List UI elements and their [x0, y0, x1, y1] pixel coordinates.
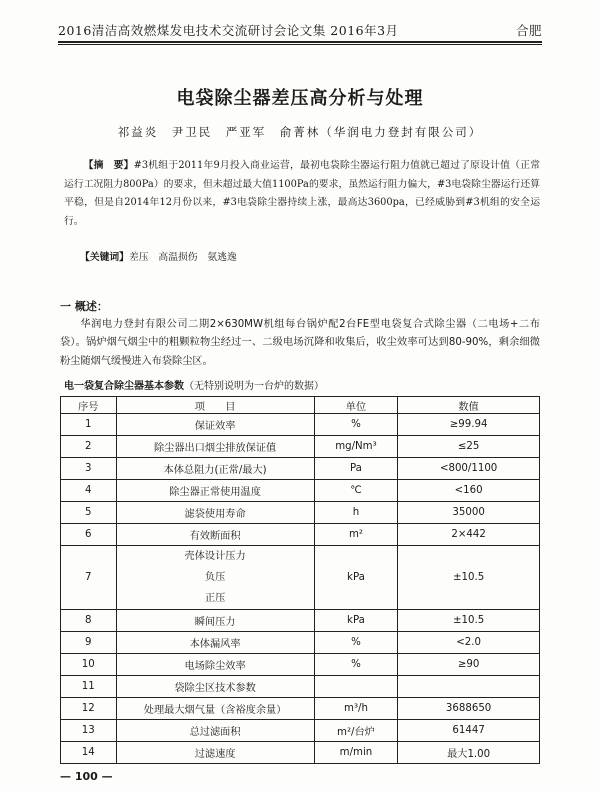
table-header-row: [61, 397, 540, 414]
cell-value: 61447: [398, 720, 540, 742]
table-row: [61, 720, 540, 742]
cell-no: 3: [61, 458, 117, 480]
cell-no: 8: [61, 610, 117, 632]
table-row: [61, 458, 540, 480]
cell-item-multiline: [116, 546, 314, 610]
author-list: 祁益炎 尹卫民 严亚军 俞菁林（华润电力登封有限公司）: [117, 125, 483, 139]
cell-no: 6: [61, 524, 117, 546]
table-row: [61, 698, 540, 720]
table-row: [61, 502, 540, 524]
keywords-label: 【关键词】: [80, 252, 129, 263]
cell-value: ≥99.94: [398, 414, 540, 436]
article-title: 电袋除尘器差压高分析与处理: [176, 88, 424, 109]
abstract-label: 【摘 要】: [83, 160, 134, 171]
conference-location: 合肥: [515, 23, 542, 38]
cell-item-line: 壳体设计压力: [184, 551, 246, 562]
table-row: [61, 546, 540, 610]
header-unit: 单位: [314, 397, 398, 414]
cell-unit: %: [314, 654, 398, 676]
table-row: [61, 742, 540, 764]
cell-no: 10: [61, 654, 117, 676]
abstract-text: #3机组于2011年9月投入商业运营，最初电袋除尘器运行阻力值就已超过了原设计值（正常运行工况阻力800Pa）的要求，但未超过最大值1100Pa的要求，虽然运行阻力偏大，#3电袋除尘器运行还算平稳，但是自2014年12月份以来，#3电袋除尘器持续上涨，最高达3600pa，已经威胁到#3机组的安全运行。: [64, 160, 540, 227]
cell-item: 保证效率: [116, 414, 314, 436]
cell-value: 2×442: [398, 524, 540, 546]
cell-item-line: 正压: [204, 593, 226, 604]
running-head: [58, 19, 542, 39]
cell-value: ±10.5: [398, 546, 540, 610]
table-row: [61, 414, 540, 436]
cell-no: 5: [61, 502, 117, 524]
cell-item: 有效断面积: [116, 524, 314, 546]
cell-unit: %: [314, 632, 398, 654]
cell-unit: kPa: [314, 610, 398, 632]
cell-value: ≤25: [398, 436, 540, 458]
cell-no: 7: [61, 546, 117, 610]
cell-no: 12: [61, 698, 117, 720]
cell-no: 2: [61, 436, 117, 458]
cell-value: <160: [398, 480, 540, 502]
cell-item: 除尘器出口烟尘排放保证值: [116, 436, 314, 458]
cell-unit: m²/台炉: [314, 720, 398, 742]
cell-no: 14: [61, 742, 117, 764]
table-caption-note: （无特别说明为一台炉的数据）: [184, 381, 324, 392]
overview-paragraph: 华润电力登封有限公司二期2×630MW机组每台锅炉配2台FE型电袋复合式除尘器（二电场+二布袋）。锅炉烟气烟尘中的粗颗粒物尘经过一、二级电场沉降和收集后，收尘效率可达到80-90%，剩余细微粉尘随烟气缓慢进入布袋除尘区。: [60, 319, 540, 367]
cell-unit: %: [314, 414, 398, 436]
table-row: [61, 676, 540, 698]
cell-item: 除尘器正常使用温度: [116, 480, 314, 502]
cell-value: 3688650: [398, 698, 540, 720]
keywords: [80, 249, 540, 263]
cell-unit: kPa: [314, 546, 398, 610]
cell-value: 最大1.00: [398, 742, 540, 764]
cell-no: 11: [61, 676, 117, 698]
cell-unit: m²: [314, 524, 398, 546]
section-heading-overview: 一 概述：: [60, 300, 108, 313]
cell-unit: m³/h: [314, 698, 398, 720]
cell-unit: ℃: [314, 480, 398, 502]
abstract: [64, 157, 540, 231]
table-row: [61, 654, 540, 676]
cell-value: [398, 676, 540, 698]
cell-no: 13: [61, 720, 117, 742]
header-value: 数值: [398, 397, 540, 414]
cell-unit: Pa: [314, 458, 398, 480]
header-rule: [58, 41, 542, 43]
journal-title: 2016清洁高效燃煤发电技术交流研讨会论文集 2016年3月: [58, 23, 399, 38]
cell-value: <2.0: [398, 632, 540, 654]
table-row: [61, 524, 540, 546]
cell-value: <800/1100: [398, 458, 540, 480]
header-rule-thin: [58, 44, 542, 45]
cell-item: 处理最大烟气量（含裕度余量）: [116, 698, 314, 720]
cell-no: 9: [61, 632, 117, 654]
cell-no: 4: [61, 480, 117, 502]
header-no: 序号: [61, 397, 117, 414]
table-caption: [64, 377, 324, 392]
cell-item: 本体漏风率: [116, 632, 314, 654]
cell-item: 本体总阻力(正常/最大): [116, 458, 314, 480]
table-row: [61, 480, 540, 502]
cell-item: 过滤速度: [116, 742, 314, 764]
page-number: — 100 —: [60, 770, 113, 783]
header-item: 项 目: [116, 397, 314, 414]
table-caption-main: 电一袋复合除尘器基本参数: [64, 381, 184, 392]
cell-value: ±10.5: [398, 610, 540, 632]
cell-item-line: 负压: [204, 572, 226, 583]
parameter-table: [60, 396, 540, 764]
cell-unit: [314, 676, 398, 698]
cell-unit: mg/Nm³: [314, 436, 398, 458]
cell-item: 总过滤面积: [116, 720, 314, 742]
keywords-text: 差压 高温损伤 氨逃逸: [128, 252, 237, 263]
cell-unit: h: [314, 502, 398, 524]
cell-item: 滤袋使用寿命: [116, 502, 314, 524]
cell-item: 袋除尘区技术参数: [116, 676, 314, 698]
cell-item: 瞬间压力: [116, 610, 314, 632]
cell-item: 电场除尘效率: [116, 654, 314, 676]
table-row: [61, 436, 540, 458]
cell-value: ≥90: [398, 654, 540, 676]
table-row: [61, 610, 540, 632]
cell-value: 35000: [398, 502, 540, 524]
cell-no: 1: [61, 414, 117, 436]
table-row: [61, 632, 540, 654]
cell-unit: m/min: [314, 742, 398, 764]
